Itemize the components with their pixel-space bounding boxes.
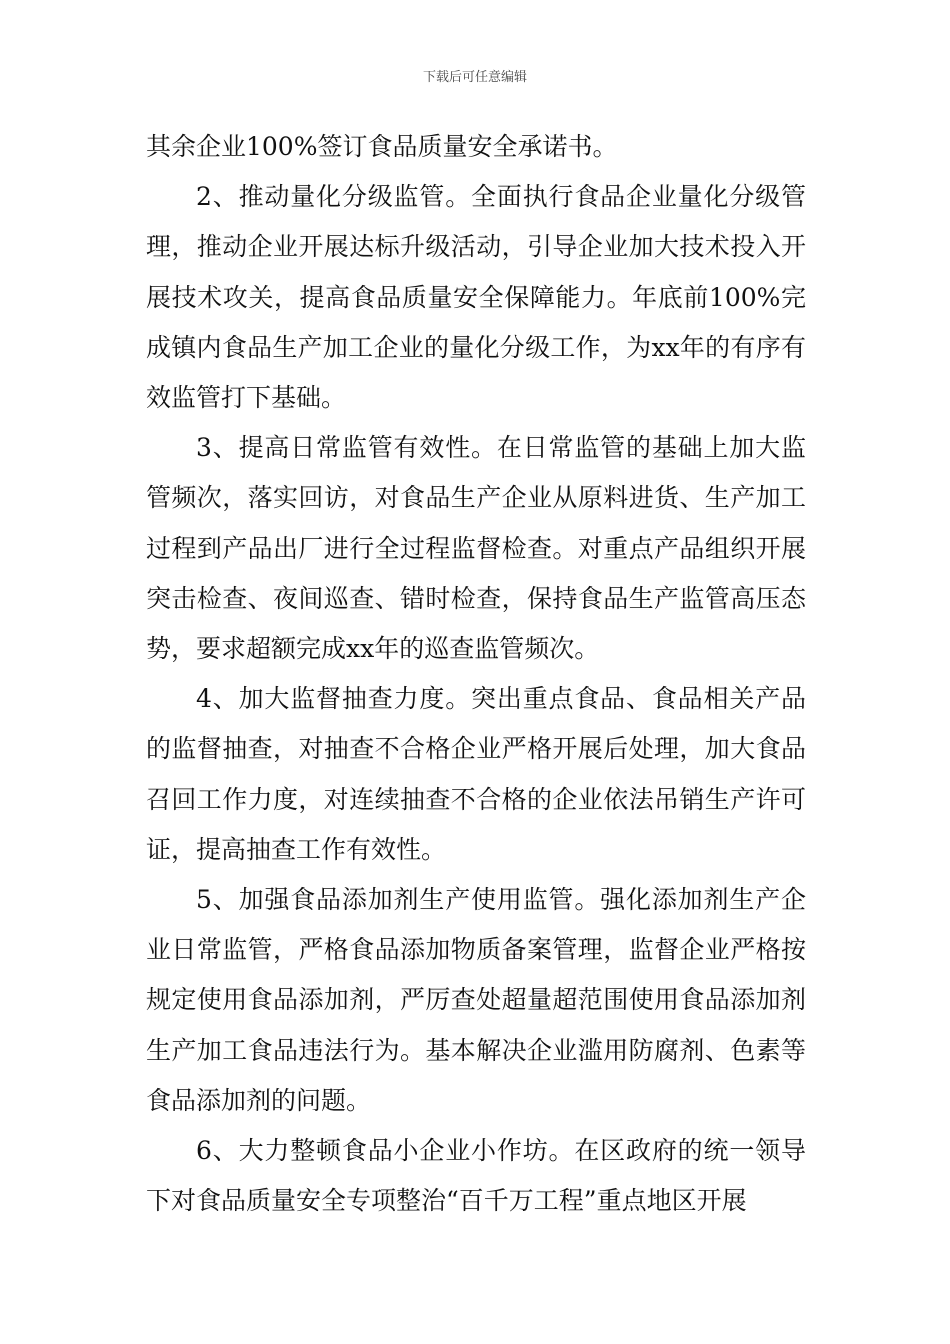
paragraph-continuation: 其余企业100%签订食品质量安全承诺书。: [146, 132, 618, 161]
page-header: 下载后可任意编辑: [422, 70, 527, 85]
paragraph-item-6: 6、大力整顿食品小企业小作坊。在区政府的统一领导下对食品质量安全专项整治“百千万工程”重点地区开展: [146, 1136, 806, 1216]
document-body: [146, 122, 806, 1226]
paragraph-item-2: 2、推动量化分级监管。全面执行食品企业量化分级管理，推动企业开展达标升级活动，引导企业加大技术投入开展技术攻关，提高食品质量安全保障能力。年底前100%完成镇内食品生产加工企业的量化分级工作，为xx年的有序有效监管打下基础。: [146, 182, 806, 413]
paragraph-item-5: 5、加强食品添加剂生产使用监管。强化添加剂生产企业日常监管，严格食品添加物质备案管理，监督企业严格按规定使用食品添加剂，严厉查处超量超范围使用食品添加剂生产加工食品违法行为。基本解决企业滥用防腐剂、色素等食品添加剂的问题。: [146, 885, 806, 1115]
paragraph-item-4: 4、加大监督抽查力度。突出重点食品、食品相关产品的监督抽查，对抽查不合格企业严格开展后处理，加大食品召回工作力度，对连续抽查不合格的企业依法吊销生产许可证，提高抽查工作有效性。: [146, 684, 806, 864]
paragraph-item-3: 3、提高日常监管有效性。在日常监管的基础上加大监管频次，落实回访，对食品生产企业从原料进货、生产加工过程到产品出厂进行全过程监督检查。对重点产品组织开展突击检查、夜间巡查、错时检查，保持食品生产监管高压态势，要求超额完成xx年的巡查监管频次。: [146, 433, 806, 664]
